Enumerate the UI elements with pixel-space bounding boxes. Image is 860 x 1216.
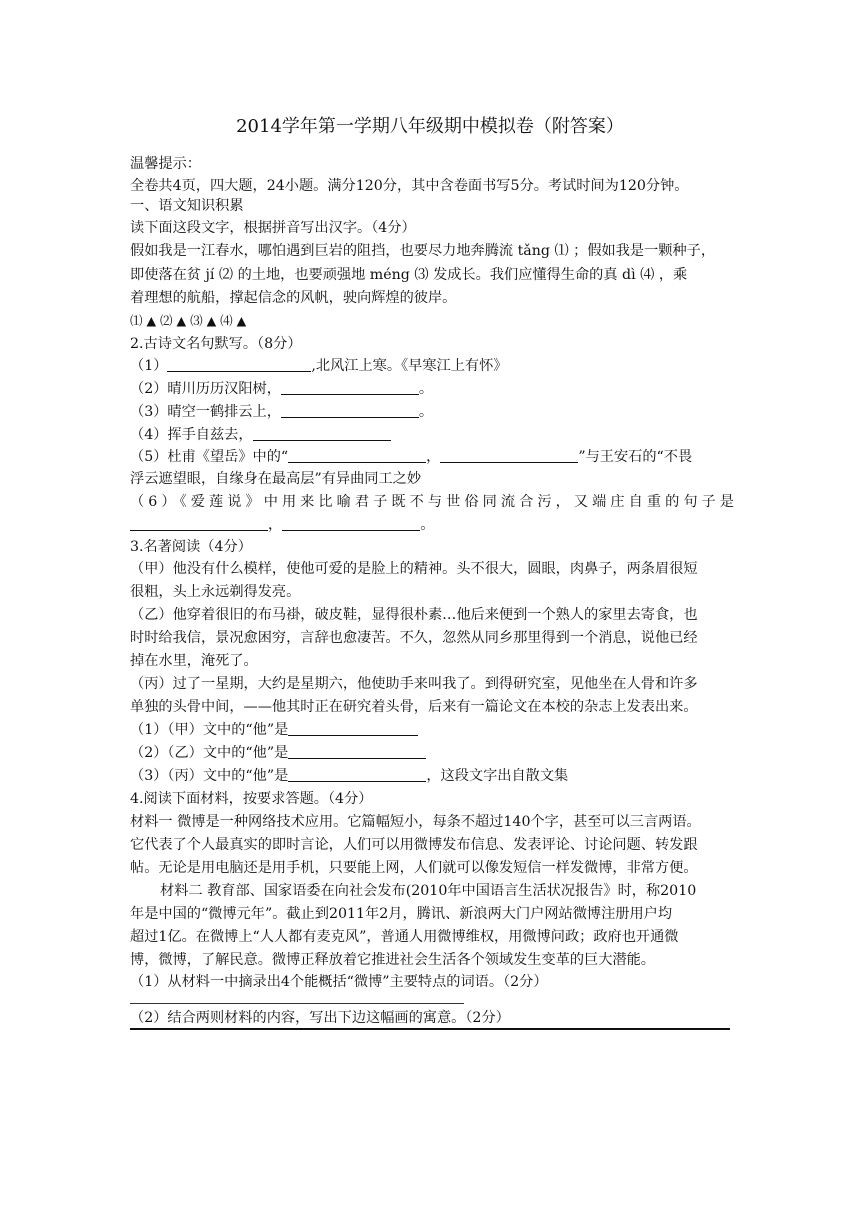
- q2-item-3: [130, 402, 734, 422]
- q3-passage-yi: 掉在水里，淹死了。: [130, 653, 258, 669]
- q3-passage-yi: 时时给我信，景况愈困穷，言辞也愈凄苦。不久，忽然从同乡那里得到一个消息，说他已经: [130, 630, 698, 646]
- notice-label: 温馨提示：: [130, 156, 201, 172]
- q3-question-1: [130, 720, 734, 740]
- q2-prompt: 2.古诗文名句默写。（8分）: [130, 336, 302, 352]
- section-heading: 一、语文知识积累: [130, 198, 244, 214]
- q2-item-4: [130, 425, 734, 445]
- q2-item-5-text: （5）杜甫《望岳》中的“: [130, 449, 289, 465]
- q2-item-5-line2: 浮云遮望眼，自缘身在最高层”有异曲同工之妙: [130, 471, 422, 487]
- q4-material-2: 材料二 教育部、国家语委在向社会发布(2010年中国语言生活状况报告》时，称2010: [160, 883, 697, 899]
- answer-blank[interactable]: [288, 767, 426, 782]
- q2-item-2-text: （2）晴川历历汉阳树，: [130, 381, 281, 397]
- q3-passage-yi: （乙）他穿着很旧的布马褂，破皮鞋，显得很朴素…他后来便到一个熟人的家里去寄食，也: [130, 607, 698, 623]
- q2-item-5-tail: ”与王安石的“不畏: [578, 449, 693, 465]
- answer-blank[interactable]: [253, 426, 391, 441]
- answer-blank[interactable]: [167, 357, 311, 372]
- q3-question-2: [130, 743, 734, 763]
- q3-prompt: 3.名著阅读（4分）: [130, 539, 252, 555]
- q2-item-6: （6）《爱莲说》中用来比喻君子既不与世俗同流合污，又端庄自重的句子是: [130, 494, 734, 510]
- q2-item-1-prefix: （1）: [130, 358, 168, 374]
- section-rule: [130, 1028, 730, 1030]
- q4-prompt: 4.阅读下面材料，按要求答题。（4分）: [130, 791, 373, 807]
- page-title: 2014学年第一学期八年级期中模拟卷（附答案）: [236, 116, 624, 137]
- q1-paragraph-line: 着理想的航船，撑起信念的风帆，驶向辉煌的彼岸。: [130, 290, 457, 306]
- q1-prompt: 读下面这段文字，根据拼音写出汉字。（4分）: [130, 220, 416, 236]
- q3-passage-bing: （丙）过了一星期，大约是星期六，他使助手来叫我了。到得研究室，见他坐在人骨和许多: [130, 676, 698, 692]
- q4-material-1: 帖。无论是用电脑还是用手机，只要能上网，人们就可以像发短信一样发微博，非常方便。: [130, 860, 698, 876]
- q3-passage-jia: （甲）他没有什么模样，使他可爱的是脸上的精神。头不很大，圆眼，肉鼻子，两条眉很短: [130, 561, 698, 577]
- answer-blank[interactable]: [130, 516, 268, 531]
- q2-item-6-blanks: [130, 515, 734, 535]
- q2-item-3-text: （3）晴空一鹤排云上，: [130, 404, 281, 420]
- q2-item-5: [130, 447, 734, 467]
- q2-item-2: [130, 379, 734, 399]
- q3-question-1-text: （1）（甲）文中的“他”是: [130, 722, 289, 738]
- answer-blank[interactable]: [288, 721, 418, 736]
- answer-blank[interactable]: [288, 744, 426, 759]
- answer-line[interactable]: [130, 1003, 464, 1004]
- answer-blank[interactable]: [282, 516, 420, 531]
- q4-material-1: 它代表了个人最真实的即时言论，人们可以用微博发布信息、发表评论、讨论问题、转发跟: [130, 837, 698, 853]
- q2-item-6-end: 。: [420, 517, 435, 533]
- q4-material-2: 博，微博，了解民意。微博正释放着它推进社会生活各个领域发生变革的巨大潜能。: [130, 952, 655, 968]
- q2-item-3-end: 。: [418, 404, 434, 420]
- q4-material-2: 超过1亿。在微博上“人人都有麦克风”，普通人用微博维权，用微博问政；政府也开通微: [130, 929, 679, 945]
- q2-item-6-sep: ，: [268, 517, 283, 533]
- q3-question-3-text: （3）（丙）文中的“他”是: [130, 768, 289, 784]
- q3-passage-jia: 很粗，头上永远剃得发亮。: [130, 584, 301, 600]
- q3-question-3: [130, 766, 734, 786]
- q2-item-2-end: 。: [418, 381, 434, 397]
- answer-blank[interactable]: [440, 448, 578, 463]
- q1-paragraph-line: 即使落在贫 jí ⑵ 的土地，也要顽强地 méng ⑶ 发成长。我们应懂得生命的真 dì ⑷ ，乘: [130, 267, 688, 283]
- q4-subquestion-1: （1）从材料一中摘录出4个能概括“微博”主要特点的词语。（2分）: [130, 974, 548, 990]
- q2-item-1-text: ,北风江上寒。《早寒江上有怀》: [311, 358, 508, 374]
- q2-item-4-text: （4）挥手自兹去，: [130, 427, 253, 443]
- q2-item-5-sep: ，: [426, 449, 441, 465]
- q3-passage-bing: 单独的头骨中间，——他其时正在研究着头骨，后来有一篇论文在本校的杂志上发表出来。: [130, 699, 698, 715]
- q4-material-1: 材料一 微博是一种网络技术应用。它篇幅短小，每条不超过140个字，甚至可以三言两语。: [130, 814, 701, 830]
- q1-paragraph-line: 假如我是一江春水，哪怕遇到巨岩的阻挡，也要尽力地奔腾流 tǎng ⑴ ；假如我是一颗种子，: [130, 243, 716, 259]
- q4-material-2: 年是中国的“微博元年”。截止到2011年2月，腾讯、新浪两大门户网站微博注册用户均: [130, 906, 673, 922]
- q3-question-2-text: （2）（乙）文中的“他”是: [130, 745, 289, 761]
- answer-blank[interactable]: [281, 380, 419, 395]
- q4-subquestion-2: （2）结合两则材料的内容，写出下边这幅画的寓意。（2分）: [130, 1010, 510, 1026]
- answer-blank[interactable]: [288, 448, 426, 463]
- answer-blank[interactable]: [281, 403, 419, 418]
- q2-item-1: [130, 356, 734, 376]
- q1-answer-placeholders: ⑴ ▲ ⑵ ▲ ⑶ ▲ ⑷ ▲: [130, 313, 247, 328]
- q3-question-3-tail: ，这段文字出自散文集: [426, 768, 569, 784]
- notice-text: 全卷共4页，四大题，24小题。满分120分，其中含卷面书写5分。考试时间为120分钟。: [130, 178, 689, 194]
